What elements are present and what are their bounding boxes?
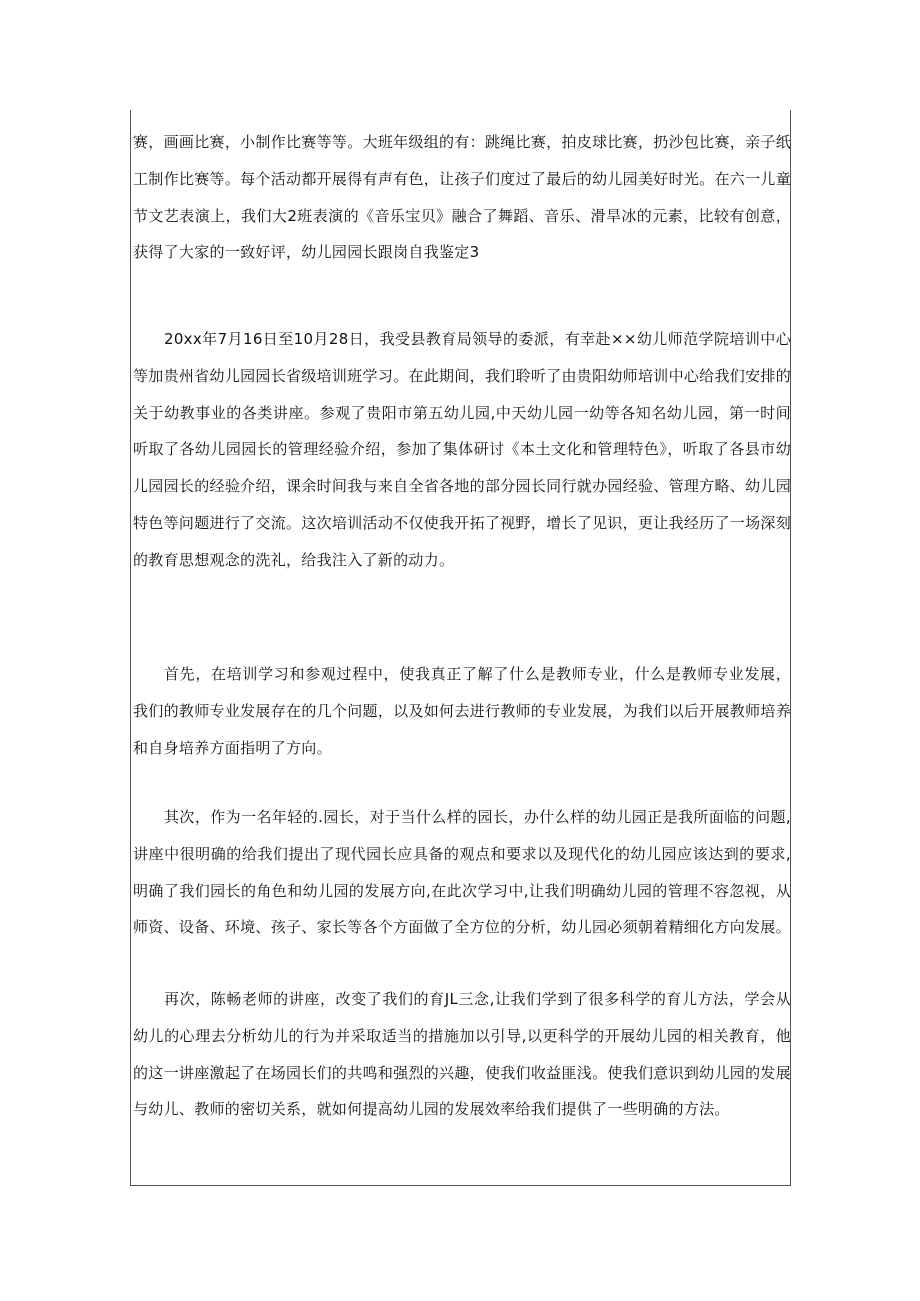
paragraph-text: 其次，作为一名年轻的.园长，对于当什么样的园长，办什么样的幼儿园正是我所面临的问题,讲座中很明确的给我们提出了现代园长应具备的观点和要求以及现代化的幼儿园应该达到的要求,明确了我们园长的角色和幼儿园的发展方向,在此次学习中,让我们明确幼儿园的管理不容忽视，从师资、设备、环境、孩子、家长等各个方面做了全方位的分析，幼儿园必须朝着精细化方向发展。 [133, 808, 791, 937]
paragraph-first [133, 656, 791, 766]
paragraph-activities [133, 124, 791, 271]
paragraph-third [133, 981, 791, 1128]
paragraph-text: 赛，画画比赛，小制作比赛等等。大班年级组的有：跳绳比赛，拍皮球比赛，扔沙包比赛，亲子纸工制作比赛等。每个活动都开展得有声有色，让孩子们度过了最后的幼儿园美好时光。在六一儿童节文艺表演上，我们大2班表演的《音乐宝贝》融合了舞蹈、音乐、滑旱冰的元素，比较有创意，获得了大家的一致好评，幼儿园园长跟岗自我鉴定3 [133, 133, 791, 262]
paragraph-text: 20xx年7月16日至10月28日，我受县教育局领导的委派，有幸赴××幼儿师范学院培训中心等加贵州省幼儿园园长省级培训班学习。在此期间，我们聆听了由贵阳幼师培训中心给我们安排的关于幼教事业的各类讲座。参观了贵阳市第五幼儿园,中天幼儿园一幼等各知名幼儿园，第一时间听取了各幼儿园园长的管理经验介绍，参加了集体研讨《本土文化和管理特色》，听取了各县市幼儿园园长的经验介绍，课余时间我与来自全省各地的部分园长同行就办园经验、管理方略、幼儿园特色等问题进行了交流。这次培训活动不仅使我开拓了视野，增长了见识，更让我经历了一场深刻的教育思想观念的洗礼，给我注入了新的动力。 [133, 330, 791, 569]
paragraph-training-intro [133, 321, 791, 579]
paragraph-text: 首先，在培训学习和参观过程中，使我真正了解了什么是教师专业，什么是教师专业发展，我们的教师专业发展存在的几个问题，以及如何去进行教师的专业发展，为我们以后开展教师培养和自身培养方面指明了方向。 [133, 665, 791, 757]
paragraph-second [133, 799, 791, 946]
paragraph-text: 再次，陈畅老师的讲座，改变了我们的育JL三念,让我们学到了很多科学的育儿方法，学会从幼儿的心理去分析幼儿的行为并采取适当的措施加以引导,以更科学的开展幼儿园的相关教育，他的这一讲座激起了在场园长们的共鸣和强烈的兴趣，使我们收益匪浅。使我们意识到幼儿园的发展与幼儿、教师的密切关系，就如何提高幼儿园的发展效率给我们提供了一些明确的方法。 [133, 990, 791, 1119]
